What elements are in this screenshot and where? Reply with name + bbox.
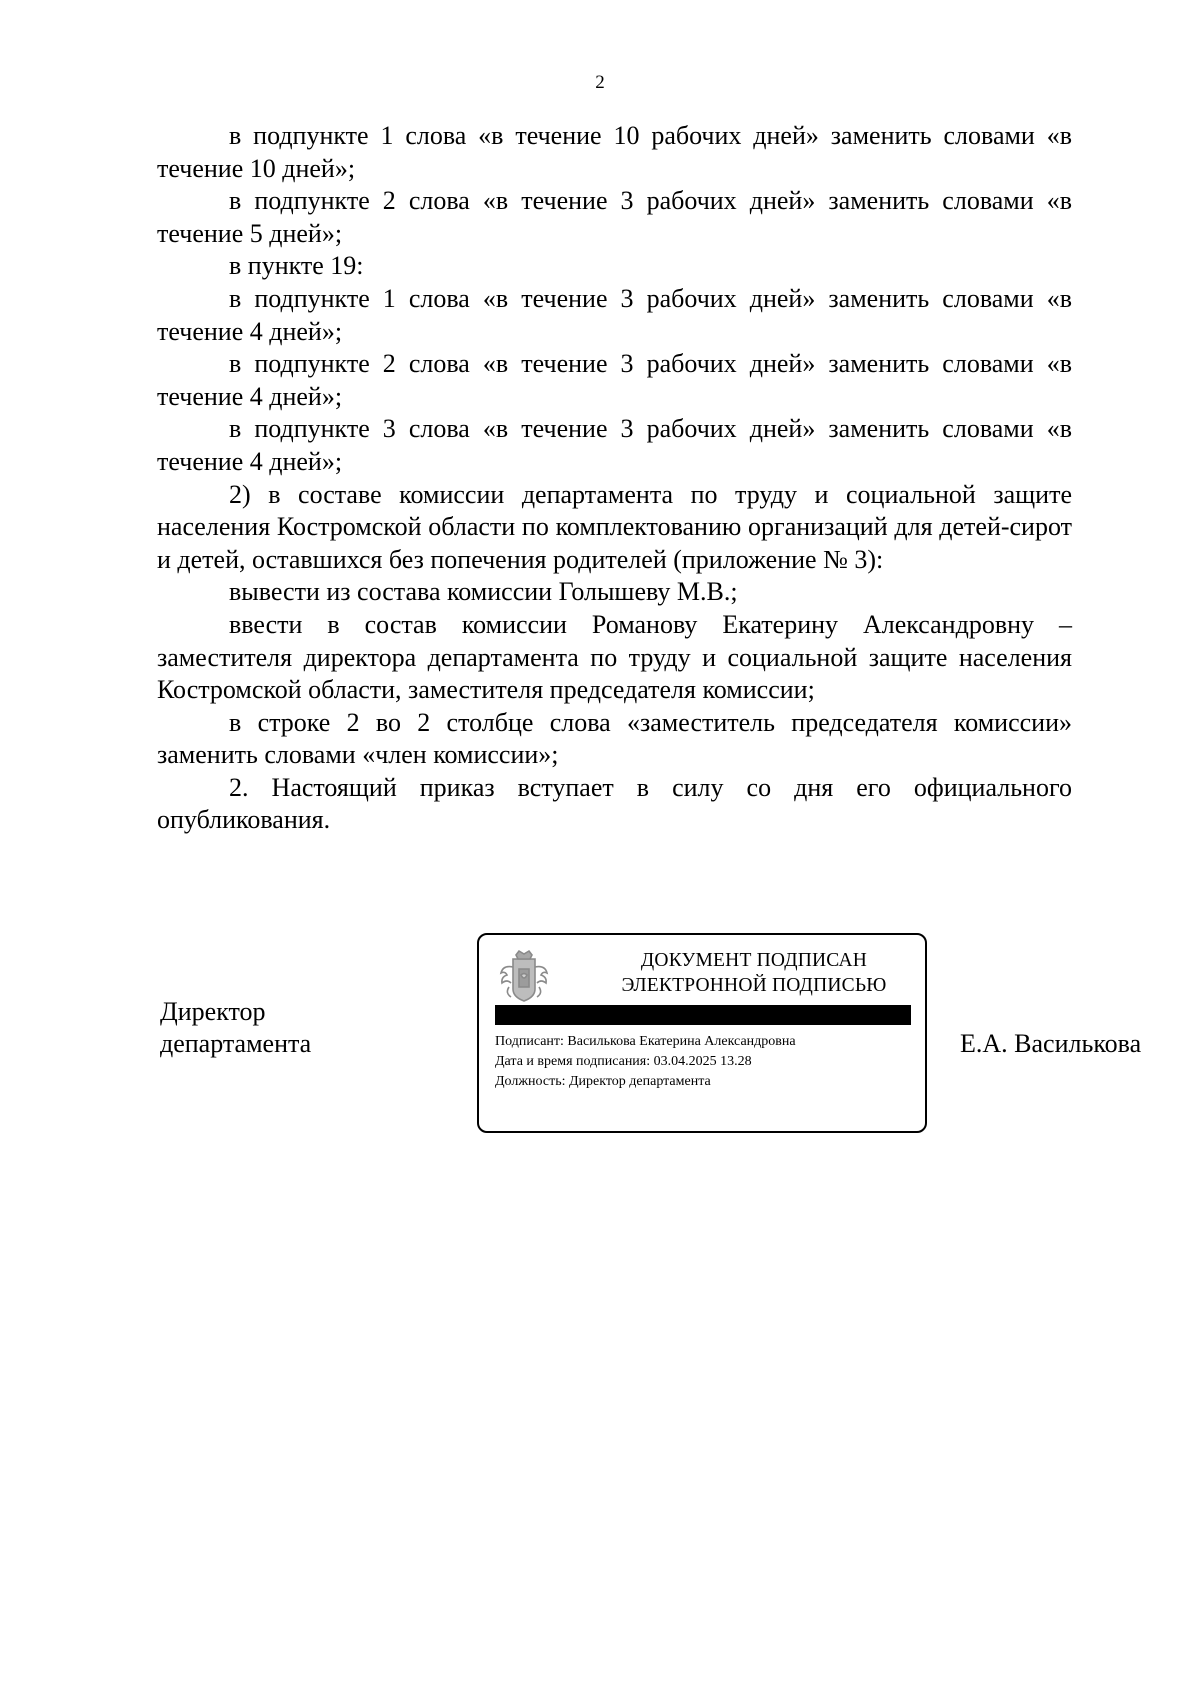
paragraph: вывести из состава комиссии Голышеву М.В.; bbox=[229, 577, 738, 607]
stamp-title-line: ЭЛЕКТРОННОЙ ПОДПИСЬЮ bbox=[621, 975, 887, 996]
electronic-signature-stamp bbox=[477, 933, 927, 1133]
stamp-title-line: ДОКУМЕНТ ПОДПИСАН bbox=[640, 950, 868, 971]
page-number: 2 bbox=[595, 72, 605, 93]
paragraph: в подпункте 1 слова «в течение 10 рабочих дней» заменить словами «в течение 10 дней»; bbox=[157, 121, 1072, 183]
stamp-position: Должность: Директор департамента bbox=[495, 1074, 711, 1089]
paragraph: в подпункте 1 слова «в течение 3 рабочих дней» заменить словами «в течение 4 дней»; bbox=[157, 283, 1072, 346]
stamp-signer: Подписант: Василькова Екатерина Александровна bbox=[495, 1034, 796, 1049]
paragraph: в пункте 19: bbox=[229, 251, 364, 281]
signatory-position bbox=[160, 996, 311, 1060]
certificate-number-redaction bbox=[495, 1005, 911, 1025]
signatory-position-line: Директор bbox=[160, 997, 266, 1026]
signatory-name: Е.А. Василькова bbox=[960, 1029, 1142, 1058]
paragraph: 2. Настоящий приказ вступает в силу со дня его официального опубликования. bbox=[157, 772, 1072, 835]
signatory-position-line: департамента bbox=[160, 1029, 312, 1058]
paragraph: 2) в составе комиссии департамента по труду и социальной защите населения Костромской области по комплектованию организаций для детей-сирот и детей, оставшихся без попечения родителей (приложение № 3): bbox=[157, 479, 1072, 574]
coat-of-arms-icon bbox=[495, 947, 553, 1005]
paragraph: в подпункте 2 слова «в течение 3 рабочих дней» заменить словами «в течение 5 дней»; bbox=[157, 186, 1072, 248]
paragraph: в подпункте 3 слова «в течение 3 рабочих дней» заменить словами «в течение 4 дней»; bbox=[157, 414, 1072, 476]
paragraph: ввести в состав комиссии Романову Екатерину Александровну – заместителя директора департамента по труду и социальной защите населения Костромской области, заместителя председателя комиссии; bbox=[157, 609, 1072, 705]
stamp-datetime: Дата и время подписания: 03.04.2025 13.28 bbox=[495, 1054, 752, 1069]
stamp-title bbox=[589, 948, 919, 998]
document-body bbox=[157, 120, 1072, 837]
paragraph: в подпункте 2 слова «в течение 3 рабочих дней» заменить словами «в течение 4 дней»; bbox=[157, 349, 1072, 411]
stamp-details bbox=[495, 1032, 796, 1092]
paragraph: в строке 2 во 2 столбце слова «заместитель председателя комиссии» заменить словами «член комиссии»; bbox=[157, 707, 1072, 770]
